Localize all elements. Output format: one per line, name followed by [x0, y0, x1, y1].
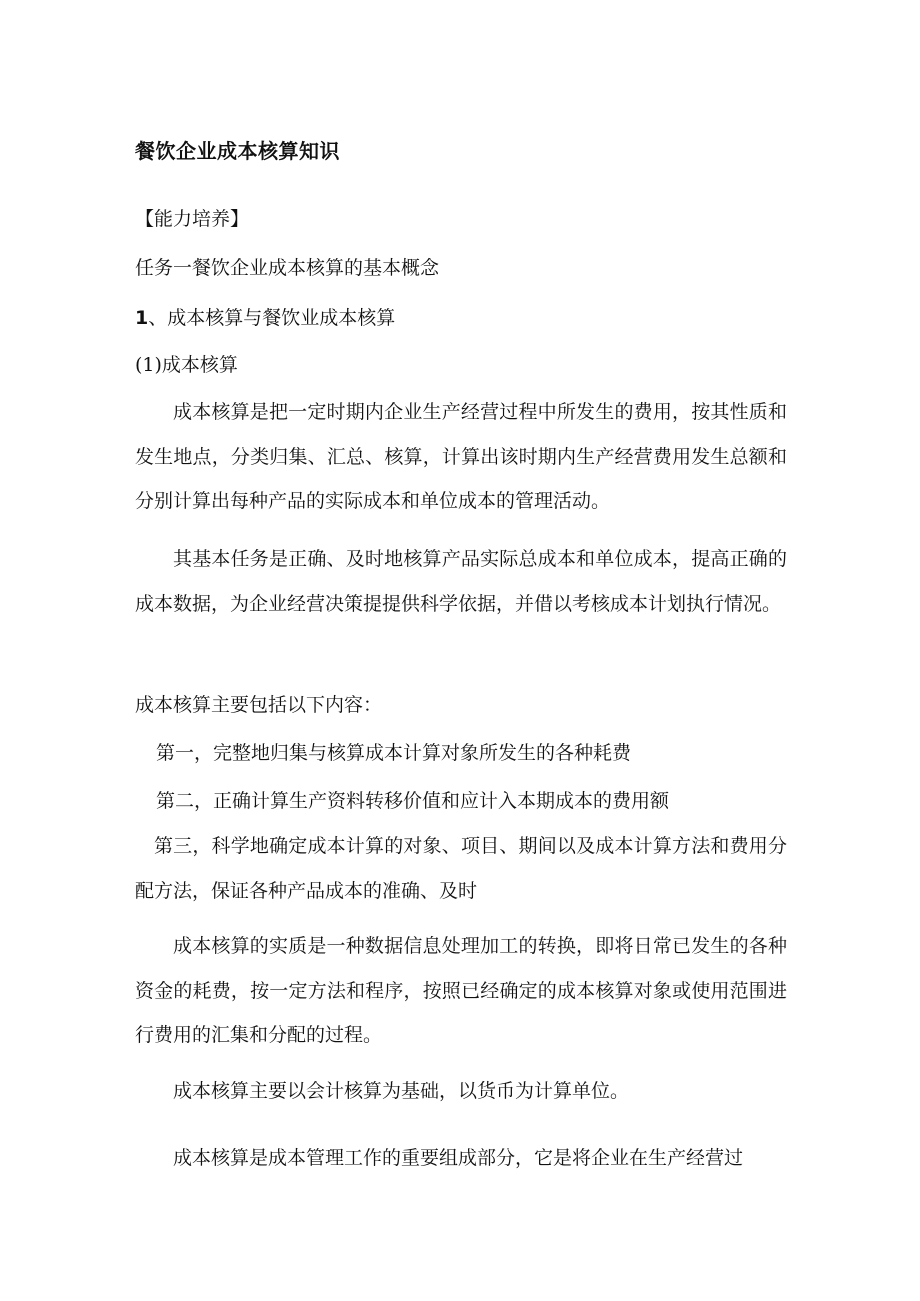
list-item: 第二，正确计算生产资料转移价值和应计入本期成本的费用额 — [156, 790, 670, 812]
section-heading: 【能力培养】 — [135, 208, 250, 230]
subsection-text: 、成本核算与餐饮业成本核算 — [148, 307, 396, 329]
item-heading: (1)成本核算 — [135, 354, 238, 376]
paragraph-basic-task: 其基本任务是正确、及时地核算产品实际总成本和单位成本，提高正确的成本数据，为企业经营决策提提供科学依据，并借以考核成本计划执行情况。 — [135, 548, 787, 615]
task-heading: 任务一餐饮企业成本核算的基本概念 — [135, 257, 440, 279]
document-title: 餐饮企业成本核算知识 — [135, 139, 340, 163]
subsection-heading — [135, 305, 395, 331]
paragraph-cost-management: 成本核算是成本管理工作的重要组成部分，它是将企业在生产经营过 — [173, 1147, 744, 1169]
paragraph-essence: 成本核算的实质是一种数据信息处理加工的转换，即将日常已发生的各种资金的耗费，按一定方法和程序，按照已经确定的成本核算对象或使用范围进行费用的汇集和分配的过程。 — [135, 935, 787, 1046]
list-item: 第一，完整地归集与核算成本计算对象所发生的各种耗费 — [156, 742, 632, 764]
subsection-number: 1 — [135, 307, 149, 329]
list-item: 第三，科学地确定成本计算的对象、项目、期间以及成本计算方法和费用分配方法，保证各种产品成本的准确、及时 — [135, 835, 787, 902]
list-intro: 成本核算主要包括以下内容： — [135, 694, 383, 716]
paragraph-definition: 成本核算是把一定时期内企业生产经营过程中所发生的费用，按其性质和发生地点，分类归集、汇总、核算，计算出该时期内生产经营费用发生总额和分别计算出每种产品的实际成本和单位成本的管理活动。 — [135, 401, 787, 512]
paragraph-accounting-basis: 成本核算主要以会计核算为基础，以货币为计算单位。 — [173, 1080, 630, 1102]
